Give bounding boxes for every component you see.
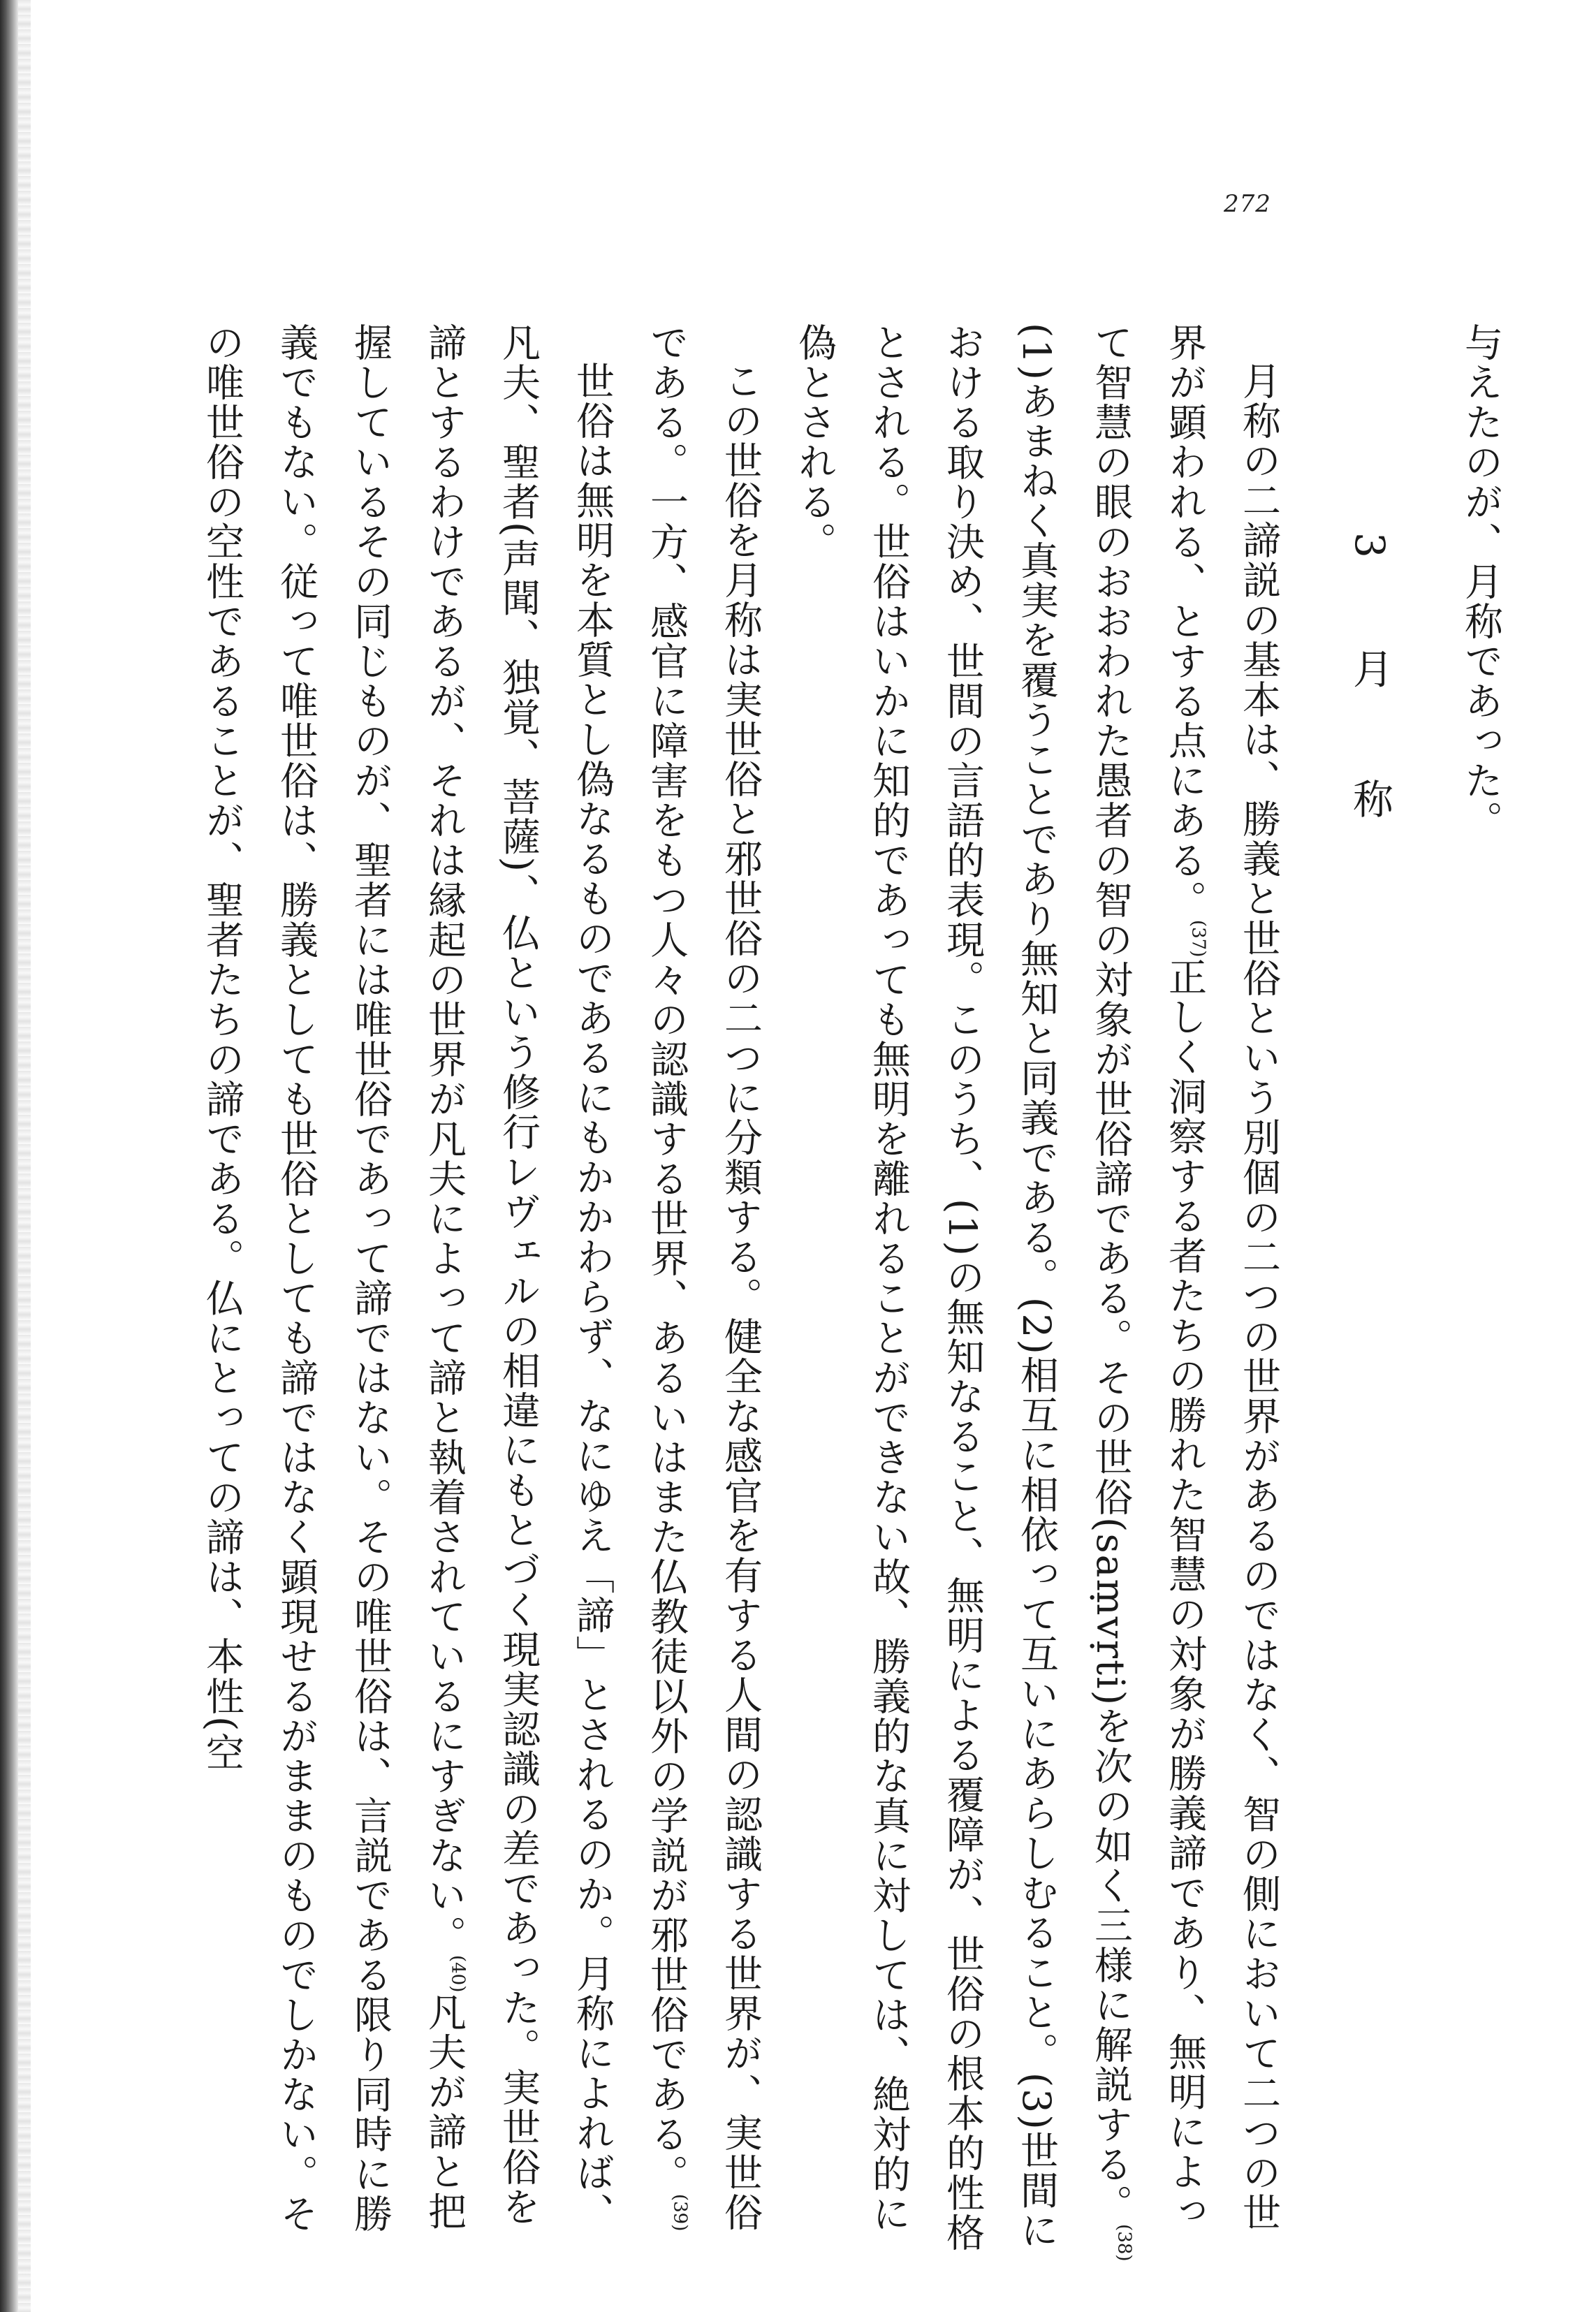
section-heading: 3 月 称	[1346, 532, 1393, 857]
paragraph-intro	[1444, 323, 1518, 2265]
paragraph-text: 正しく洞察する者たちの勝れた智慧の対象が勝義諦であり、無明によって智慧の眼のおおわれた愚者の智の対象が世俗諦である。その世俗(saṃvṛti)を次の如く三様に解説する。	[1088, 323, 1207, 2232]
body-text	[72, 323, 1518, 2265]
note-ref-39: (39)	[669, 2194, 691, 2232]
paragraph-3	[185, 323, 629, 2265]
paragraph-text: (1)あまねく真実を覆うことであり無知と同義である。(2)相互に相依って互いにあらしむること。(3)世間における取り決め、世間の言語的表現。このうち、(1)の無知なること、無明による覆障が、世俗の根本的性格とされる。世俗はいかに知的であっても無明を離れることができない故、勝義的な真に対しては、絶対的に偽とされる。	[792, 323, 1059, 2253]
paragraph-text: この世俗を月称は実世俗と邪世俗の二つに分類する。健全な感官を有する人間の認識する世界が、実世俗である。一方、感官に障害をもつ人々の認識する世界、あるいはまた仏教徒以外の学説が邪世俗である。	[644, 323, 763, 2232]
paragraph-2	[629, 323, 777, 2265]
note-ref-38: (38)	[1113, 2224, 1135, 2262]
paragraph-1	[777, 323, 1296, 2265]
note-ref-37: (37)	[1187, 920, 1209, 958]
paragraph-text: 月称の二諦説の基本は、勝義と世俗という別個の二つの世界があるのではなく、智の側において二つの世界が顕われる、とする点にある。	[1162, 323, 1281, 2232]
note-ref-40: (40)	[447, 1955, 469, 1993]
paragraph-text: 世俗は無明を本質とし偽なるものであるにもかかわらず、なにゆえ「諦」とされるのか。月称によれば、凡夫、聖者(声聞、独覚、菩薩)、仏という修行レヴェルの相違にもとづく現実認識の差であった。実世俗を諦とするわけであるが、それは縁起の世界が凡夫によって諦と執着されているにすぎない。	[422, 323, 615, 2232]
paragraph-text: 凡夫が諦と把握しているその同じものが、聖者には唯世俗であって諦ではない。その唯世俗は、言説である限り同時に勝義でもない。従って唯世俗は、勝義としても世俗としても諦ではなく顕現せるがままのものでしかない。その唯世俗の空性であることが、聖者たちの諦である。仏にとっての諦は、本性(空	[200, 323, 467, 2234]
paragraph-text: 与えたのが、月称であった。	[1458, 323, 1503, 840]
page-number: 272	[1224, 190, 1271, 218]
scan-gutter-edge	[0, 0, 18, 2312]
